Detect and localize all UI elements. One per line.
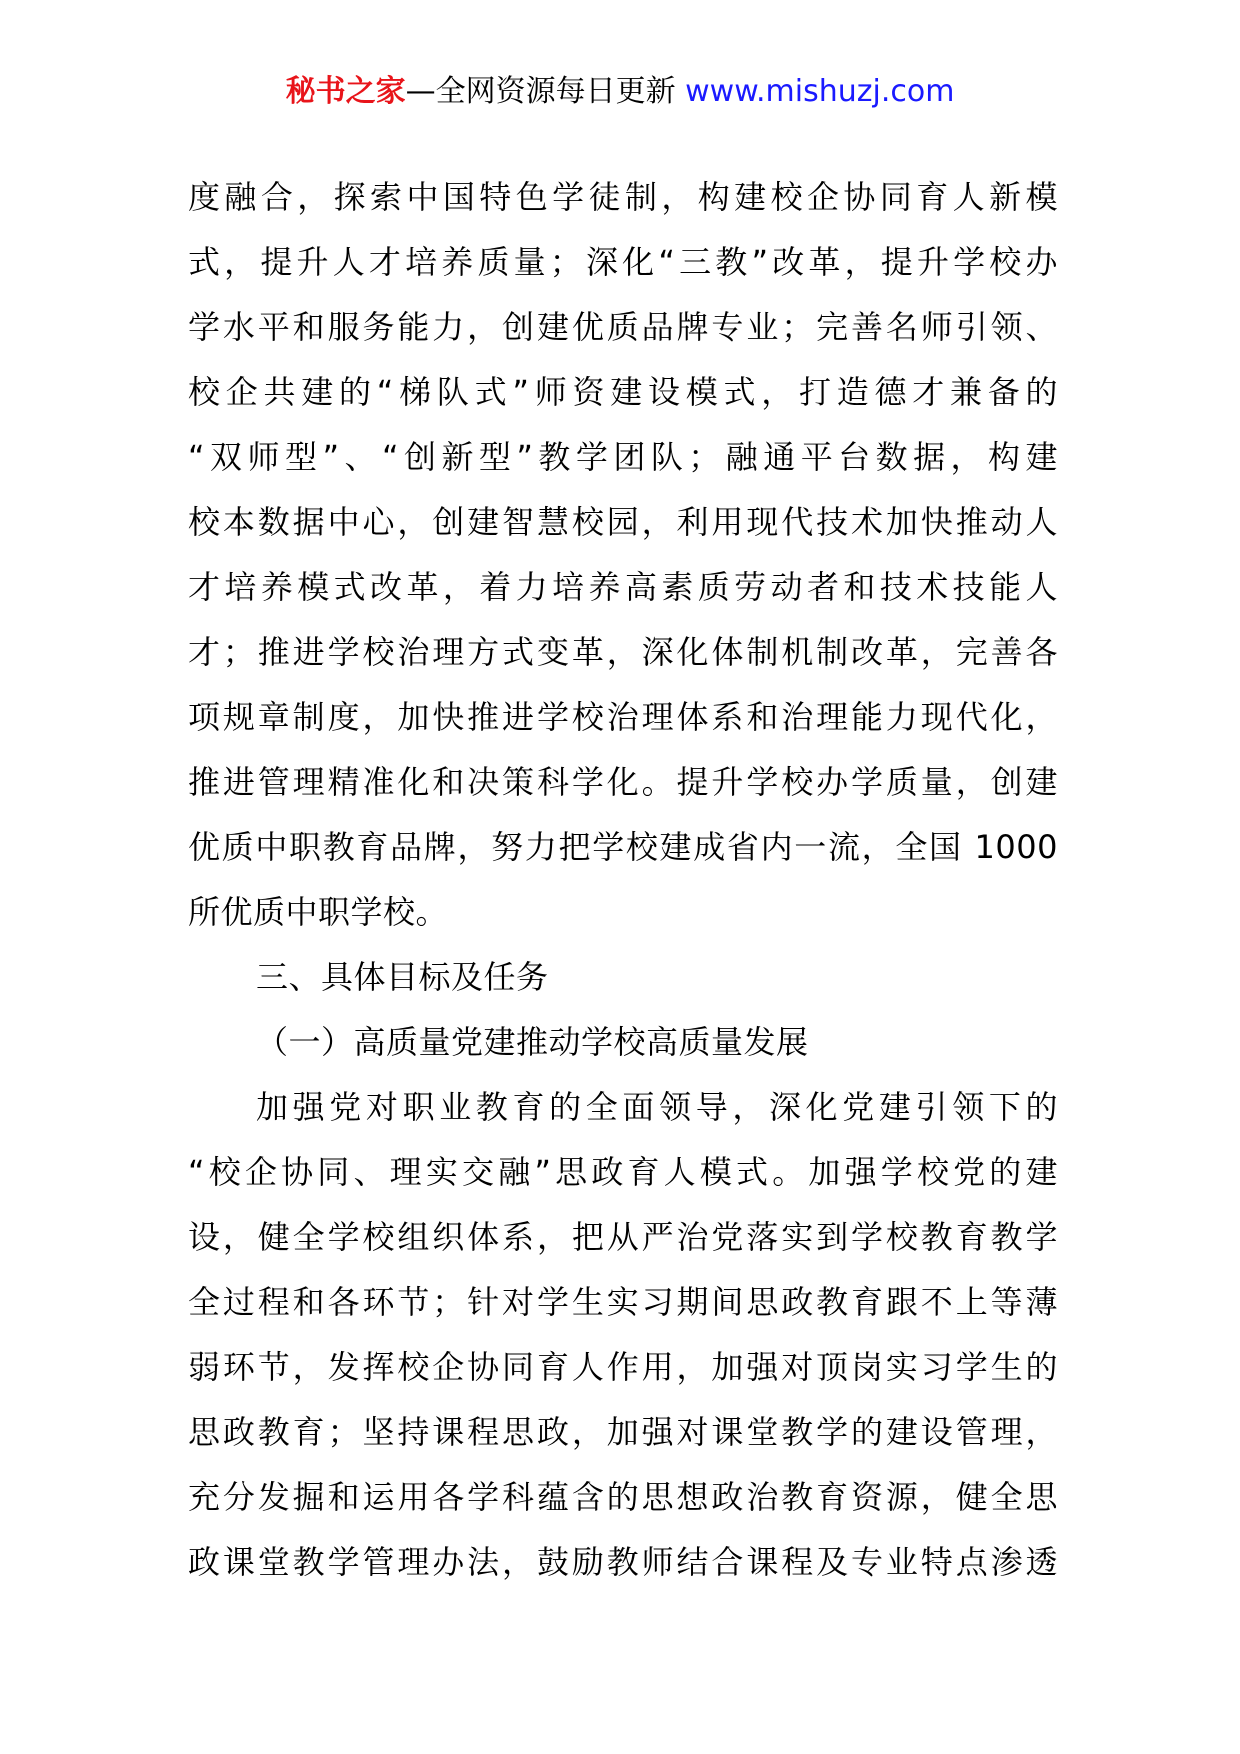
text-line: “双师型”、“创新型”教学团队；融通平台数据，构建 bbox=[188, 438, 1058, 476]
paragraph-2 bbox=[188, 1075, 1058, 1595]
text-line: 设，健全学校组织体系，把从严治党落实到学校教育教学 bbox=[188, 1218, 1058, 1256]
text-line: “校企协同、理实交融”思政育人模式。加强学校党的建 bbox=[188, 1153, 1058, 1191]
text-line: 加强党对职业教育的全面领导，深化党建引领下的 bbox=[256, 1088, 1058, 1126]
header-url[interactable]: www.mishuzj.com bbox=[685, 74, 955, 109]
document-body bbox=[188, 165, 1058, 1595]
text-line: 式，提升人才培养质量；深化“三教”改革，提升学校办 bbox=[188, 243, 1058, 281]
text-line: 优质中职教育品牌，努力把学校建成省内一流，全国 1000 bbox=[188, 828, 1058, 866]
paragraph-1 bbox=[188, 165, 1058, 945]
text-line: 才培养模式改革，着力培养高素质劳动者和技术技能人 bbox=[188, 568, 1058, 606]
text-line: 充分发掘和运用各学科蕴含的思想政治教育资源，健全思 bbox=[188, 1478, 1058, 1516]
page-header bbox=[0, 72, 1240, 112]
text-line: 全过程和各环节；针对学生实习期间思政教育跟不上等薄 bbox=[188, 1283, 1058, 1321]
text-line: 政课堂教学管理办法，鼓励教师结合课程及专业特点渗透 bbox=[188, 1543, 1058, 1581]
subsection-heading: （一）高质量党建推动学校高质量发展 bbox=[256, 1023, 809, 1061]
text-line: 思政教育；坚持课程思政，加强对课堂教学的建设管理， bbox=[188, 1413, 1058, 1451]
brand-name: 秘书之家 bbox=[285, 74, 406, 109]
text-line: 弱环节，发挥校企协同育人作用，加强对顶岗实习学生的 bbox=[188, 1348, 1058, 1386]
text-line: 校企共建的“梯队式”师资建设模式，打造德才兼备的 bbox=[188, 373, 1058, 411]
text-line: 推进管理精准化和决策科学化。提升学校办学质量，创建 bbox=[188, 763, 1058, 801]
text-line: 度融合，探索中国特色学徒制，构建校企协同育人新模 bbox=[188, 178, 1058, 216]
header-tagline: —全网资源每日更新 bbox=[405, 74, 676, 109]
text-line: 所优质中职学校。 bbox=[188, 893, 449, 931]
text-line: 才；推进学校治理方式变革，深化体制机制改革，完善各 bbox=[188, 633, 1058, 671]
section-heading: 三、具体目标及任务 bbox=[256, 958, 549, 996]
text-line: 校本数据中心，创建智慧校园，利用现代技术加快推动人 bbox=[188, 503, 1058, 541]
text-line: 学水平和服务能力，创建优质品牌专业；完善名师引领、 bbox=[188, 308, 1058, 346]
text-line: 项规章制度，加快推进学校治理体系和治理能力现代化， bbox=[188, 698, 1058, 736]
